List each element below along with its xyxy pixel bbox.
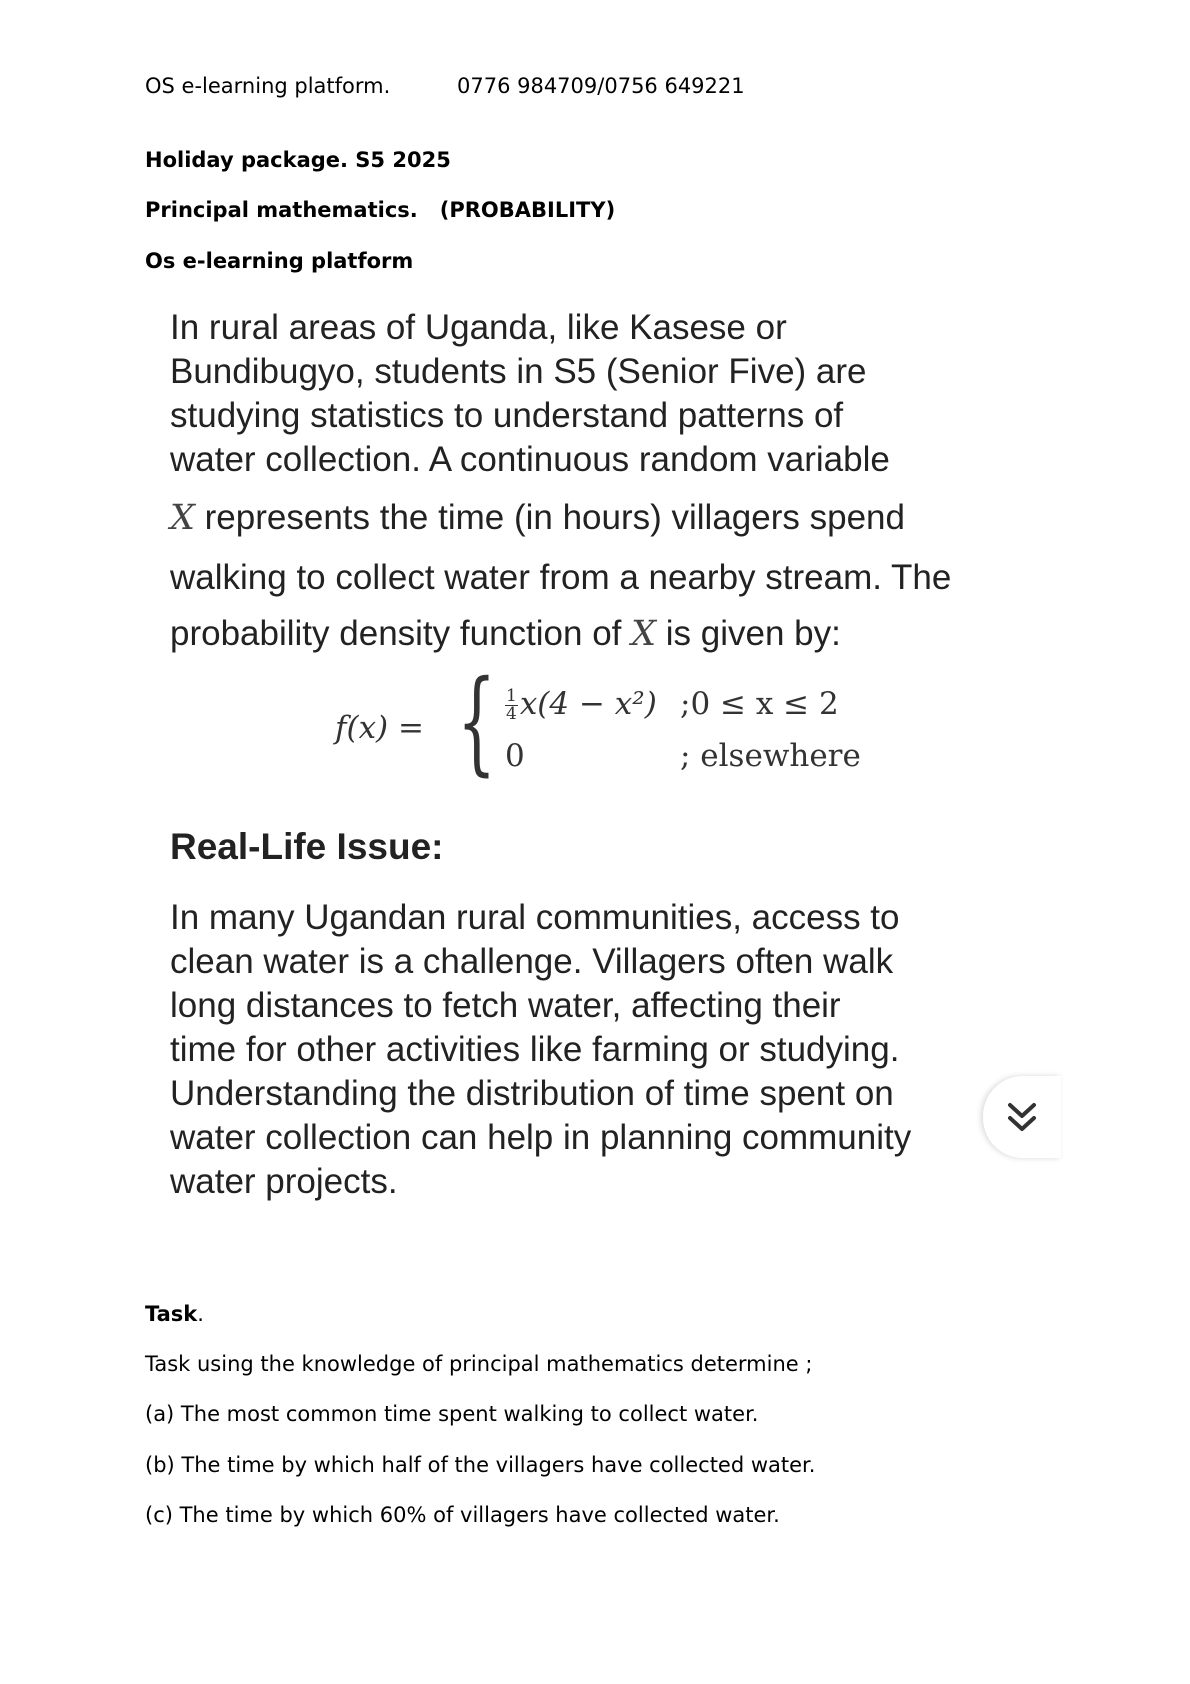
pdf-case-2-condition: ; elsewhere <box>680 738 861 774</box>
task-item-a: (a) The most common time spent walking to collect water. <box>145 1402 759 1426</box>
pdf-case-1 <box>505 686 657 723</box>
header-phone: 0776 984709/0756 649221 <box>456 74 745 98</box>
section-heading: Real-Life Issue: <box>170 826 444 867</box>
pdf-case-2-expr: 0 <box>505 738 525 774</box>
embedded-screenshot <box>145 300 1060 1200</box>
math-variable: X <box>631 614 657 654</box>
pdf-definition <box>335 657 861 788</box>
task-heading-text: Task <box>145 1302 198 1326</box>
intro-line: In rural areas of Uganda, like Kasese or <box>170 308 787 347</box>
task-intro: Task using the knowledge of principal mathematics determine ; <box>145 1352 813 1376</box>
package-title: Holiday package. S5 2025 <box>145 148 451 172</box>
task-heading-dot: . <box>197 1302 204 1326</box>
fraction-numerator: 1 <box>506 686 517 706</box>
task-item-b: (b) The time by which half of the villagers have collected water. <box>145 1453 816 1477</box>
left-brace-icon: { <box>457 657 497 787</box>
subject-name: Principal mathematics. <box>145 198 418 222</box>
subject-title <box>145 198 615 223</box>
pdf-case-1-expr: x(4 − x²) <box>519 686 657 722</box>
task-heading <box>145 1302 204 1327</box>
issue-line: clean water is a challenge. Villagers often walk <box>170 942 894 981</box>
topic-name: (PROBABILITY) <box>439 198 616 222</box>
intro-paragraph <box>170 306 951 656</box>
issue-line: time for other activities like farming or studying. <box>170 1030 900 1069</box>
variable-line-2: walking to collect water from a nearby stream. The <box>170 558 952 597</box>
pdf-intro-line <box>170 600 951 656</box>
task-item-c: (c) The time by which 60% of villagers have collected water. <box>145 1503 780 1527</box>
pdf-intro-after: is given by: <box>656 614 841 653</box>
header-line <box>145 74 745 99</box>
issue-line: long distances to fetch water, affecting their <box>170 986 841 1025</box>
issue-line: Understanding the distribution of time spent on <box>170 1074 894 1113</box>
intro-line: water collection. A continuous random variable <box>170 440 890 479</box>
platform-title: Os e-learning platform <box>145 249 414 273</box>
pdf-case-1-condition: ;0 ≤ x ≤ 2 <box>680 686 839 722</box>
issue-paragraph <box>170 896 911 1204</box>
variable-line-text: represents the time (in hours) villagers spend <box>194 498 905 537</box>
issue-line: water collection can help in planning community <box>170 1118 912 1157</box>
issue-line: water projects. <box>170 1162 398 1201</box>
pdf-lhs <box>335 710 424 746</box>
double-chevron-down-icon <box>1005 1099 1039 1135</box>
header-platform: OS e-learning platform. <box>145 74 391 98</box>
pdf-intro-before: probability density function of <box>170 614 632 653</box>
issue-line: In many Ugandan rural communities, access to <box>170 898 900 937</box>
math-variable: X <box>170 498 195 538</box>
scroll-down-button[interactable] <box>983 1076 1061 1158</box>
intro-line: studying statistics to understand patterns of <box>170 396 844 435</box>
fraction-denominator: 4 <box>506 704 517 724</box>
pdf-lhs-text: f(x) = <box>335 710 424 746</box>
fraction <box>505 688 518 723</box>
variable-line <box>170 482 951 556</box>
intro-line: Bundibugyo, students in S5 (Senior Five) are <box>170 352 867 391</box>
